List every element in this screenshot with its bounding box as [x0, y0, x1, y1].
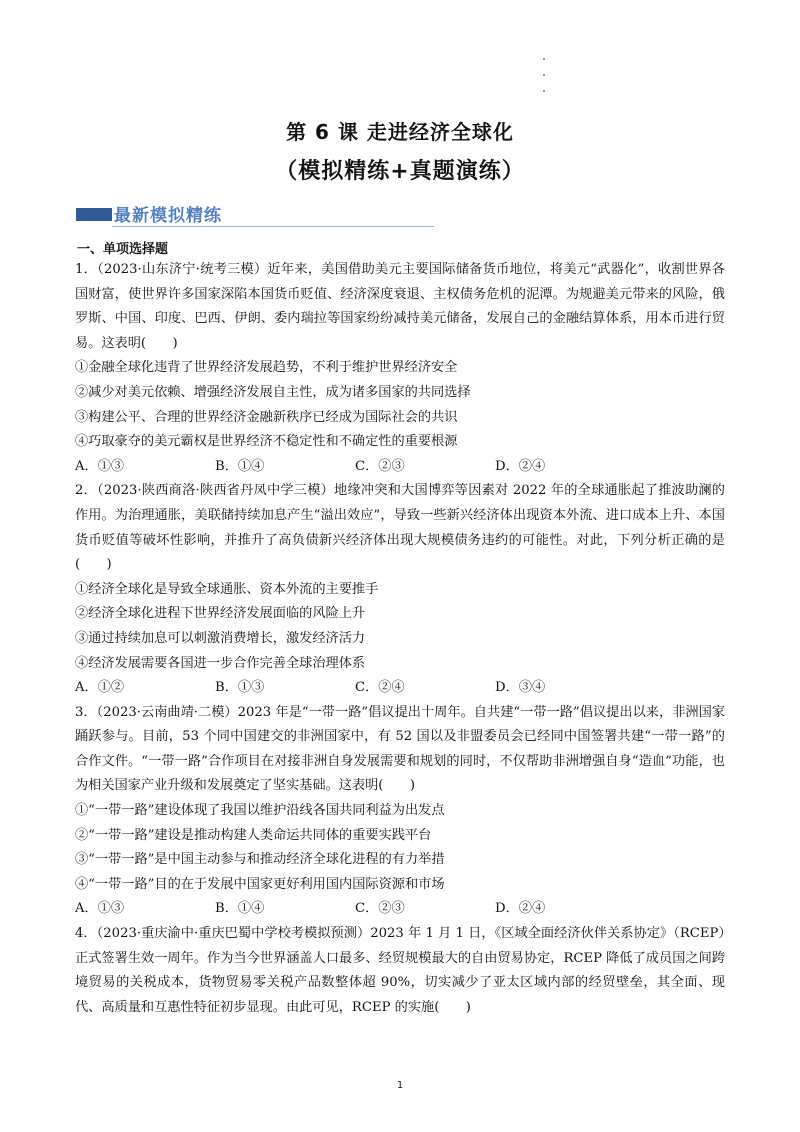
question-2 — [75, 479, 725, 700]
margin-dots — [543, 58, 547, 106]
banner-underline — [112, 226, 434, 227]
question-4 — [75, 922, 725, 1020]
answer-options — [75, 455, 725, 480]
option-a[interactable]: A．①② — [75, 680, 125, 696]
option-a[interactable]: A．①③ — [75, 901, 125, 917]
option-c[interactable]: C．②③ — [355, 458, 405, 474]
statement: ④经济发展需要各国进一步合作完善全球治理体系 — [75, 655, 366, 671]
question-list — [75, 258, 725, 1020]
statement: ③构建公平、合理的世界经济金融新秩序已经成为国际社会的共识 — [75, 409, 458, 425]
banner-bar — [76, 208, 112, 221]
question-1 — [75, 258, 725, 479]
option-a[interactable]: A．①③ — [75, 458, 125, 474]
question-stem: 3．（2023·云南曲靖·二模）2023 年是“一带一路”倡议提出十周年。自共建“一带一路”倡议提出以来，非洲国家踊跃参与。目前，53 个同中国建交的非洲国家中，有 52 国以及非盟委员会已经同中国签署共建“一带一路”的合作文件。“一带一路”合作项目在对接非洲自身发展需要和规划的同时，不仅帮助非洲增强自身“造血”功能，也为相关国家产业升级和发展奠定了坚实基础。这表明( ) — [75, 704, 725, 794]
lesson-subtitle: （模拟精练+真题演练） — [275, 159, 525, 184]
option-b[interactable]: B．①④ — [215, 458, 265, 474]
statement: ①“一带一路”建设体现了我国以维护沿线各国共同利益为出发点 — [75, 803, 445, 819]
question-stem: 4．（2023·重庆渝中·重庆巴蜀中学校考模拟预测）2023 年 1 月 1 日，《区域全面经济伙伴关系协定》（RCEP）正式签署生效一周年。作为当今世界涵盖人口最多、经贸规模最大的自由贸易协定，RCEP 降低了成员国之间跨境贸易的关税成本，货物贸易零关税产品数整体超 90%，切实减少了亚太区域内部的经贸壁垒，其全面、现代、高质量和互惠性特征初步显现。由此可见，RCEP 的实施( ) — [75, 926, 725, 1015]
statement: ②经济全球化进程下世界经济发展面临的风险上升 — [75, 606, 366, 622]
section-banner — [76, 200, 434, 228]
statement: ①金融全球化违背了世界经济发展趋势，不利于维护世界经济安全 — [75, 360, 458, 376]
option-d[interactable]: D．③④ — [495, 680, 546, 696]
statement: ④“一带一路”目的在于发展中国家更好利用国内国际资源和市场 — [75, 876, 445, 892]
question-stem: 2．（2023·陕西商洛·陕西省丹凤中学三模）地缘冲突和大国博弈等因素对 2022 年的全球通胀起了推波助澜的作用。为治理通胀，美联储持续加息产生“溢出效应”，导致一些新兴经济体出现资本外流、进口成本上升、本国货币贬值等破坏性影响，并推升了高负债新兴经济体出现大规模债务违约的可能性。对此，下列分析正确的是( ) — [75, 483, 725, 573]
page-number: 1 — [396, 1080, 404, 1091]
lesson-title: 第 6 课 走进经济全球化 — [286, 120, 514, 144]
question-stem: 1．（2023·山东济宁·统考三模）近年来，美国借助美元主要国际储备货币地位，将美元“武器化”，收割世界各国财富，使世界许多国家深陷本国货币贬值、经济深度衰退、主权债务危机的泥潭。为规避美元带来的风险，俄罗斯、中国、印度、巴西、伊朗、委内瑞拉等国家纷纷减持美元储备，发展自己的金融结算体系，用本币进行贸易。这表明( ) — [75, 262, 725, 351]
option-d[interactable]: D．②④ — [495, 458, 546, 474]
option-d[interactable]: D．②④ — [495, 901, 546, 917]
option-c[interactable]: C．②③ — [355, 901, 405, 917]
answer-options — [75, 676, 725, 701]
section-heading: 一、单项选择题 — [77, 242, 169, 257]
option-b[interactable]: B．①④ — [215, 901, 265, 917]
statement: ②减少对美元依赖、增强经济发展自主性，成为诸多国家的共同选择 — [75, 384, 471, 400]
statement: ④巧取豪夺的美元霸权是世界经济不稳定性和不确定性的重要根源 — [75, 434, 458, 450]
statement: ③通过持续加息可以刺激消费增长，激发经济活力 — [75, 630, 366, 646]
question-3 — [75, 701, 725, 922]
statement: ②“一带一路”建设是推动构建人类命运共同体的重要实践平台 — [75, 827, 432, 843]
statement: ③“一带一路”是中国主动参与和推动经济全球化进程的有力举措 — [75, 852, 445, 868]
option-b[interactable]: B．①③ — [215, 680, 265, 696]
option-c[interactable]: C．②④ — [355, 680, 405, 696]
answer-options — [75, 897, 725, 922]
banner-label: 最新模拟精练 — [114, 206, 222, 226]
statement: ①经济全球化是导致全球通胀、资本外流的主要推手 — [75, 581, 379, 597]
